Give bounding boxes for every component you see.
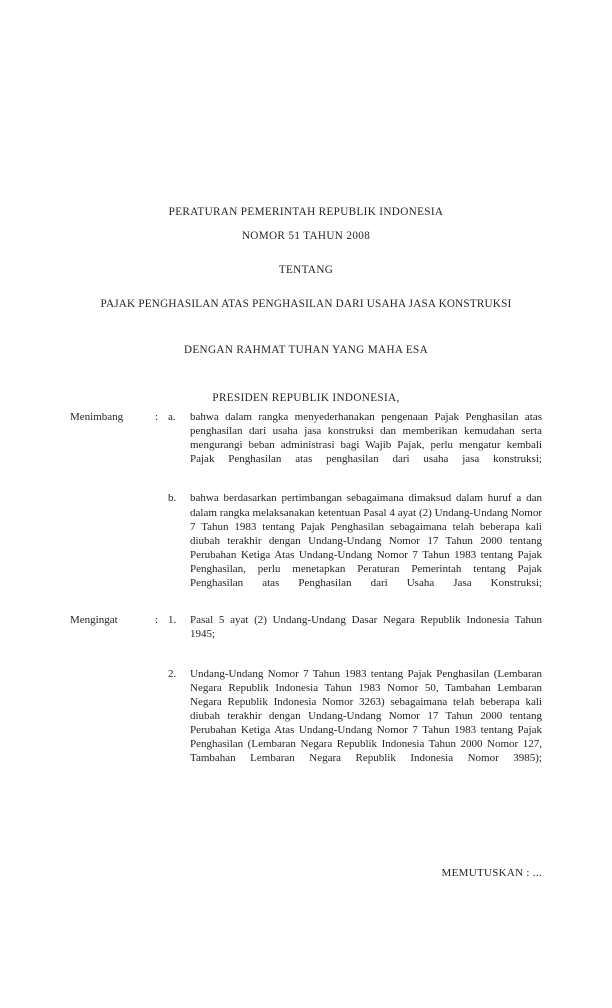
regulation-authority-line: PERATURAN PEMERINTAH REPUBLIK INDONESIA (168, 206, 444, 218)
masthead-spacer (70, 248, 542, 258)
issuing-officer-line: PRESIDEN REPUBLIK INDONESIA, (212, 392, 400, 404)
menimbang-item-a (70, 410, 542, 480)
mengingat-label: Mengingat (70, 614, 118, 627)
menimbang-item-text: bahwa dalam rangka menyederhanakan pengenaan Pajak Penghasilan atas penghasilan dari usaha jasa konstruksi dan memberikan kemudahan serta mengurangi beban administrasi bagi Wajib Pajak, perlu mengatur kembali Pajak Penghasilan atas penghasilan dari usaha jasa konstruksi; (190, 411, 542, 466)
mengingat-colon: : (155, 614, 159, 627)
document-masthead (70, 200, 542, 410)
mengingat-item-1 (70, 613, 542, 655)
mengingat-item-marker: 2. (168, 667, 177, 680)
regulation-subject-title: PAJAK PENGHASILAN ATAS PENGHASILAN DARI USAHA JASA KONSTRUKSI (100, 298, 512, 310)
regulation-about-label: TENTANG (278, 264, 334, 276)
menimbang-item-marker: b. (168, 492, 177, 505)
masthead-spacer (70, 362, 542, 386)
mengingat-item-text: Undang-Undang Nomor 7 Tahun 1983 tentang Pajak Penghasilan (Lembaran Negara Republik Indonesia Tahun 1983 Nomor 50, Tambahan Lembaran Negara Republik Indonesia Nomor 3263) sebagaimana telah beberapa kali diubah terakhir dengan Undang-Undang Nomor 17 Tahun 2000 tentang Perubahan Ketiga Atas Undang-Undang Nomor 7 Tahun 1983 tentang Pajak Penghasilan (Lembaran Negara Republik Indonesia Tahun 2000 Nomor 127, Tambahan Lembaran Negara Republik Indonesia Nomor 3985); (190, 667, 542, 765)
continuation-footer: MEMUTUSKAN : ... (441, 867, 542, 879)
document-clauses (70, 410, 542, 788)
mengingat-section (70, 613, 542, 779)
menimbang-label: Menimbang (70, 411, 124, 423)
mengingat-item-2 (70, 667, 542, 780)
masthead-spacer (70, 316, 542, 338)
invocation-line: DENGAN RAHMAT TUHAN YANG MAHA ESA (183, 344, 429, 356)
regulation-number-line: NOMOR 51 TAHUN 2008 (241, 230, 371, 242)
mengingat-item-text: Pasal 5 ayat (2) Undang-Undang Dasar Negara Republik Indonesia Tahun 1945; (190, 614, 542, 641)
menimbang-item-text: bahwa berdasarkan pertimbangan sebagaimana dimaksud dalam huruf a dan dalam rangka melaksanakan ketentuan Pasal 4 ayat (2) Undang-Undang Nomor 7 Tahun 1983 tentang Pajak Penghasilan sebagaimana telah beberapa kali diubah terakhir dengan Undang-Undang Nomor 17 Tahun 2000 tentang Perubahan Ketiga Atas Undang-Undang Nomor 7 Tahun 1983 tentang Pajak Penghasilan, perlu menetapkan Peraturan Pemerintah tentang Pajak Penghasilan atas Penghasilan dari Usaha Jasa Konstruksi; (190, 492, 542, 590)
menimbang-item-b (70, 491, 542, 604)
masthead-spacer (70, 282, 542, 292)
menimbang-item-marker: a. (168, 411, 176, 423)
menimbang-section (70, 410, 542, 604)
menimbang-colon: : (155, 411, 159, 423)
mengingat-item-marker: 1. (168, 614, 177, 627)
